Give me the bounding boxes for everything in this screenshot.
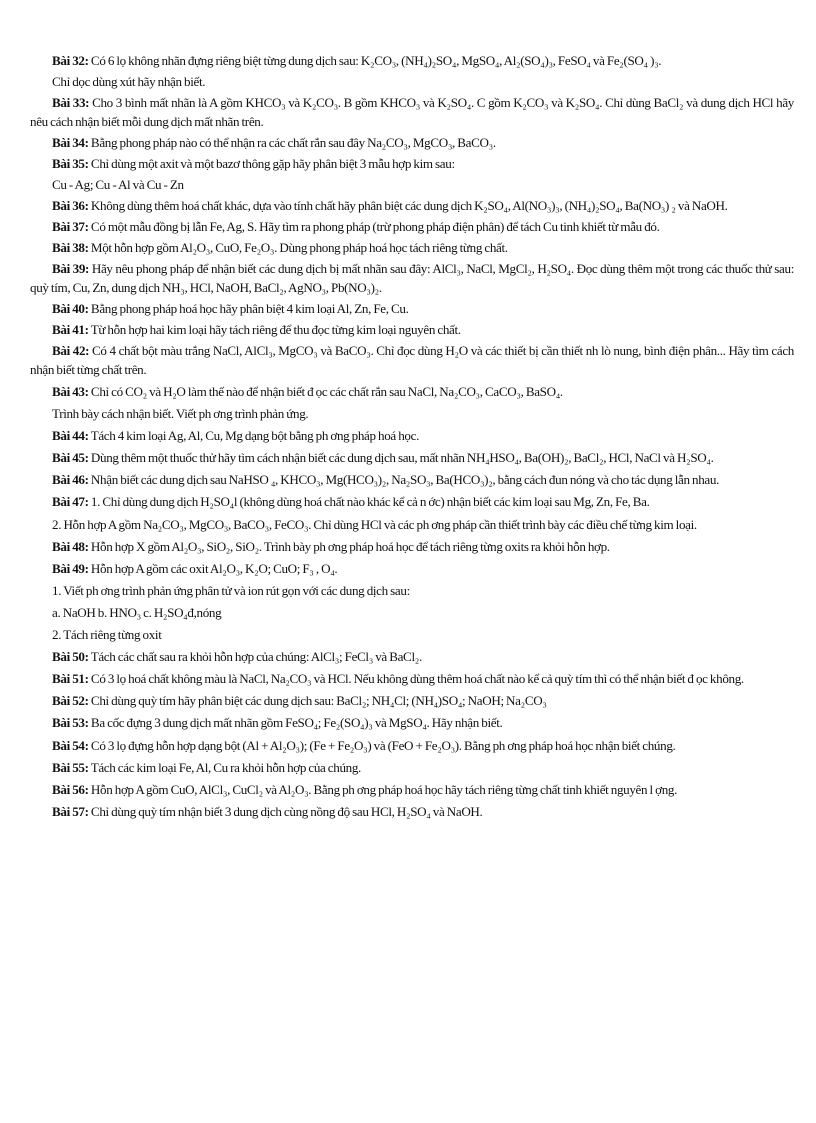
exercise-number: Bài 38: bbox=[52, 240, 89, 256]
exercise-text: Bằng phong pháp nào có thể nhận ra các chất rắn sau đây Na₂CO₃, MgCO₃, BaCO₃. bbox=[88, 134, 496, 150]
exercise-number: Bài 45: bbox=[52, 450, 89, 466]
exercise-number: Bài 51: bbox=[52, 671, 89, 687]
exercise-number: Bài 48: bbox=[52, 538, 89, 554]
exercise-paragraph bbox=[30, 342, 794, 379]
exercise-paragraph bbox=[30, 803, 794, 822]
exercise-number: Bài 50: bbox=[52, 649, 89, 665]
exercise-text: Có 6 lọ không nhãn đựng riêng biệt từng dung dịch sau: K₂CO₃, (NH₄)₂SO₄, MgSO₄, Al₂(SO₄)₃, FeSO₄ và Fe₂(SO₄ )₃. bbox=[88, 53, 662, 68]
exercise-text: Có 4 chất bột màu trắng NaCl, AlCl₃, MgCO₃ và BaCO₃. Chỉ đọc dùng H₂O và các thiết bị cần thiết nh lò nung, bình điện phân... Hãy tìm cách nhận biết từng chất trên. bbox=[30, 343, 794, 377]
exercise-number: Bài 44: bbox=[52, 428, 89, 444]
exercise-paragraph bbox=[30, 449, 794, 468]
exercise-number: Bài 35: bbox=[52, 155, 89, 171]
exercise-continuation bbox=[30, 604, 794, 623]
exercise-text: 2. Tách riêng từng oxit bbox=[52, 627, 162, 643]
exercise-number: Bài 53: bbox=[52, 715, 89, 731]
exercise-text: Tách các chất sau ra khỏi hỗn hợp của chúng: AlCl₃; FeCl₃ và BaCl₂. bbox=[88, 649, 422, 665]
exercise-text: Chỉ có CO₂ và H₂O làm thế nào để nhận biết đ ọc các chất rắn sau NaCl, Na₂CO₃, CaCO₃, BaSO₄. bbox=[88, 384, 563, 399]
exercise-paragraph bbox=[30, 197, 794, 216]
exercise-text: Tách các kim loại Fe, Al, Cu ra khỏi hỗn hợp của chúng. bbox=[88, 759, 361, 775]
exercise-number: Bài 47: bbox=[52, 494, 89, 510]
exercise-continuation bbox=[30, 405, 794, 424]
exercise-text: Hỗn hợp A gồm các oxit Al₂O₃, K₂O; CuO; F₃ , O₄. bbox=[88, 560, 338, 576]
exercise-paragraph bbox=[30, 260, 794, 297]
exercise-number: Bài 39: bbox=[52, 261, 90, 277]
exercise-paragraph bbox=[30, 692, 794, 711]
exercise-number: Bài 33: bbox=[52, 95, 90, 111]
exercise-continuation bbox=[30, 176, 794, 195]
exercise-text: Có 3 lọ hoá chất không màu là NaCl, Na₂CO₃ và HCl. Nếu không dùng thêm hoá chất nào kể cả quỳ tím thì có thể nhận biết đ ọc không. bbox=[88, 671, 744, 687]
exercise-text: Có một mẫu đồng bị lẫn Fe, Ag, S. Hãy tìm ra phong pháp (trừ phong pháp điện phân) để tách Cu tinh khiết từ mẫu đó. bbox=[88, 219, 660, 235]
exercise-text: Hãy nêu phong pháp để nhận biết các dung dịch bị mất nhãn sau đây: AlCl₃, NaCl, MgCl₂, H₂SO₄. Đọc dùng thêm một trong các thuốc thử sau: quỳ tím, Cu, Zn, dung dịch NH₃, HCl, NaOH, BaCl₂, AgNO₃, Pb(NO₃)₂. bbox=[30, 261, 794, 296]
exercise-paragraph bbox=[30, 134, 794, 153]
exercise-continuation bbox=[30, 626, 794, 645]
exercise-paragraph bbox=[30, 670, 794, 689]
exercise-number: Bài 34: bbox=[52, 134, 89, 150]
exercise-number: Bài 32: bbox=[52, 53, 89, 68]
exercise-text: Bằng phong pháp hoá học hãy phân biệt 4 kim loại Al, Zn, Fe, Cu. bbox=[88, 301, 409, 317]
exercise-text: 1. Viết ph ơng trình phản ứng phân tử và ion rút gọn với các dung dịch sau: bbox=[52, 582, 410, 598]
exercise-text: Chỉ dùng một axit và một bazơ thông gặp hãy phân biệt 3 mẫu hợp kim sau: bbox=[88, 155, 455, 171]
exercise-paragraph bbox=[30, 737, 794, 756]
exercise-paragraph bbox=[30, 714, 794, 733]
exercise-text: Dùng thêm một thuốc thử hãy tìm cách nhận biết các dung dịch sau, mất nhãn NH₄HSO₄, Ba(OH)₂, BaCl₂, HCl, NaCl và H₂SO₄. bbox=[88, 450, 714, 466]
exercise-text: Nhận biết các dung dịch sau NaHSO ₄, KHCO₃, Mg(HCO₃)₂, Na₂SO₃, Ba(HCO₃)₂, bằng cách đun nóng và cho tác dụng lẫn nhau. bbox=[88, 472, 720, 488]
exercise-paragraph bbox=[30, 300, 794, 319]
exercise-text: Cu - Ag; Cu - Al và Cu - Zn bbox=[52, 177, 184, 193]
exercise-text: Ba cốc đựng 3 dung dịch mất nhãn gồm FeSO₄; Fe₂(SO₄)₃ và MgSO₄. Hãy nhận biết. bbox=[88, 715, 503, 731]
exercise-text: Chỉ dùng quỳ tím nhận biết 3 dung dịch cùng nồng độ sau HCl, H₂SO₄ và NaOH. bbox=[88, 803, 483, 819]
exercise-number: Bài 43: bbox=[52, 384, 89, 399]
exercise-paragraph bbox=[30, 321, 794, 340]
exercise-list bbox=[30, 52, 794, 821]
exercise-text: 1. Chỉ dùng dung dịch H₂SO₄l (không dùng hoá chất nào khác kể cả n ớc) nhận biết các kim loại sau Mg, Zn, Fe, Ba. bbox=[88, 494, 650, 510]
exercise-paragraph bbox=[30, 383, 794, 402]
exercise-text: Chỉ dọc dùng xút hãy nhận biết. bbox=[52, 74, 206, 90]
exercise-number: Bài 41: bbox=[52, 322, 89, 338]
exercise-number: Bài 57: bbox=[52, 803, 89, 819]
exercise-text: Chỉ dùng quỳ tím hãy phân biệt các dung dịch sau: BaCl₂; NH₄Cl; (NH₄)SO₄; NaOH; Na₂CO₃ bbox=[88, 693, 547, 709]
exercise-number: Bài 42: bbox=[52, 343, 90, 359]
exercise-number: Bài 46: bbox=[52, 472, 89, 488]
exercise-paragraph bbox=[30, 538, 794, 557]
exercise-text: Có 3 lọ đựng hỗn hợp dạng bột (Al + Al₂O₃); (Fe + Fe₂O₃) và (FeO + Fe₂O₃). Bằng ph ơng pháp hoá học nhận biết chúng. bbox=[88, 737, 676, 753]
exercise-text: a. NaOH b. HNO₃ c. H₂SO₄đ,nóng bbox=[52, 604, 222, 620]
exercise-number: Bài 40: bbox=[52, 301, 89, 317]
exercise-paragraph bbox=[30, 759, 794, 778]
exercise-text: Từ hỗn hợp hai kim loại hãy tách riêng để thu đọc từng kim loại nguyên chất. bbox=[88, 322, 461, 338]
exercise-paragraph bbox=[30, 52, 794, 71]
exercise-number: Bài 56: bbox=[52, 781, 89, 797]
exercise-text: Tách 4 kim loại Ag, Al, Cu, Mg dạng bột bằng ph ơng pháp hoá học. bbox=[88, 428, 419, 444]
exercise-text: Hỗn hợp A gồm CuO, AlCl₃, CuCl₂ và Al₂O₃. Bằng ph ơng pháp hoá học hãy tách riêng từng chất tinh khiết nguyên l ợng. bbox=[88, 781, 678, 797]
exercise-number: Bài 54: bbox=[52, 737, 89, 753]
exercise-paragraph bbox=[30, 781, 794, 800]
exercise-text: Hỗn hợp X gồm Al₂O₃, SiO₂, SiO₂. Trình bày ph ơng pháp hoá học để tách riêng từng oxits ra khỏi hỗn hợp. bbox=[88, 538, 610, 554]
exercise-continuation bbox=[30, 73, 794, 92]
exercise-text: Cho 3 bình mất nhãn là A gồm KHCO₃ và K₂CO₃. B gồm KHCO₃ và K₂SO₄. C gồm K₂CO₃ và K₂SO₄. Chỉ dùng BaCl₂ và dung dịch HCl hãy nêu cách nhận biết mỗi dung dịch mất nhãn trên. bbox=[30, 95, 794, 129]
exercise-continuation bbox=[30, 516, 794, 535]
exercise-text: 2. Hỗn hợp A gồm Na₂CO₃, MgCO₃, BaCO₃, FeCO₃. Chỉ dùng HCl và các ph ơng pháp cần thiết trình bày các điều chế từng kim loại. bbox=[52, 516, 697, 532]
exercise-number: Bài 55: bbox=[52, 759, 89, 775]
exercise-paragraph bbox=[30, 218, 794, 237]
exercise-text: Trình bày cách nhận biết. Viết ph ơng trình phản ứng. bbox=[52, 406, 309, 422]
exercise-text: Một hỗn hợp gồm Al₂O₃, CuO, Fe₂O₃. Dùng phong pháp hoá học tách riêng từng chất. bbox=[88, 240, 508, 256]
exercise-paragraph bbox=[30, 94, 794, 131]
exercise-number: Bài 52: bbox=[52, 693, 89, 709]
exercise-paragraph bbox=[30, 560, 794, 579]
exercise-paragraph bbox=[30, 427, 794, 446]
exercise-paragraph bbox=[30, 648, 794, 667]
exercise-text: Không dùng thêm hoá chất khác, dựa vào tính chất hãy phân biệt các dung dịch K₂SO₄, Al(NO₃)₃, (NH₄)₂SO₄, Ba(NO₃) ₂ và NaOH. bbox=[88, 198, 728, 214]
exercise-number: Bài 49: bbox=[52, 560, 89, 576]
exercise-number: Bài 36: bbox=[52, 198, 89, 214]
exercise-number: Bài 37: bbox=[52, 219, 89, 235]
exercise-paragraph bbox=[30, 239, 794, 258]
exercise-paragraph bbox=[30, 493, 794, 512]
exercise-paragraph bbox=[30, 155, 794, 174]
exercise-paragraph bbox=[30, 471, 794, 490]
exercise-continuation bbox=[30, 582, 794, 601]
